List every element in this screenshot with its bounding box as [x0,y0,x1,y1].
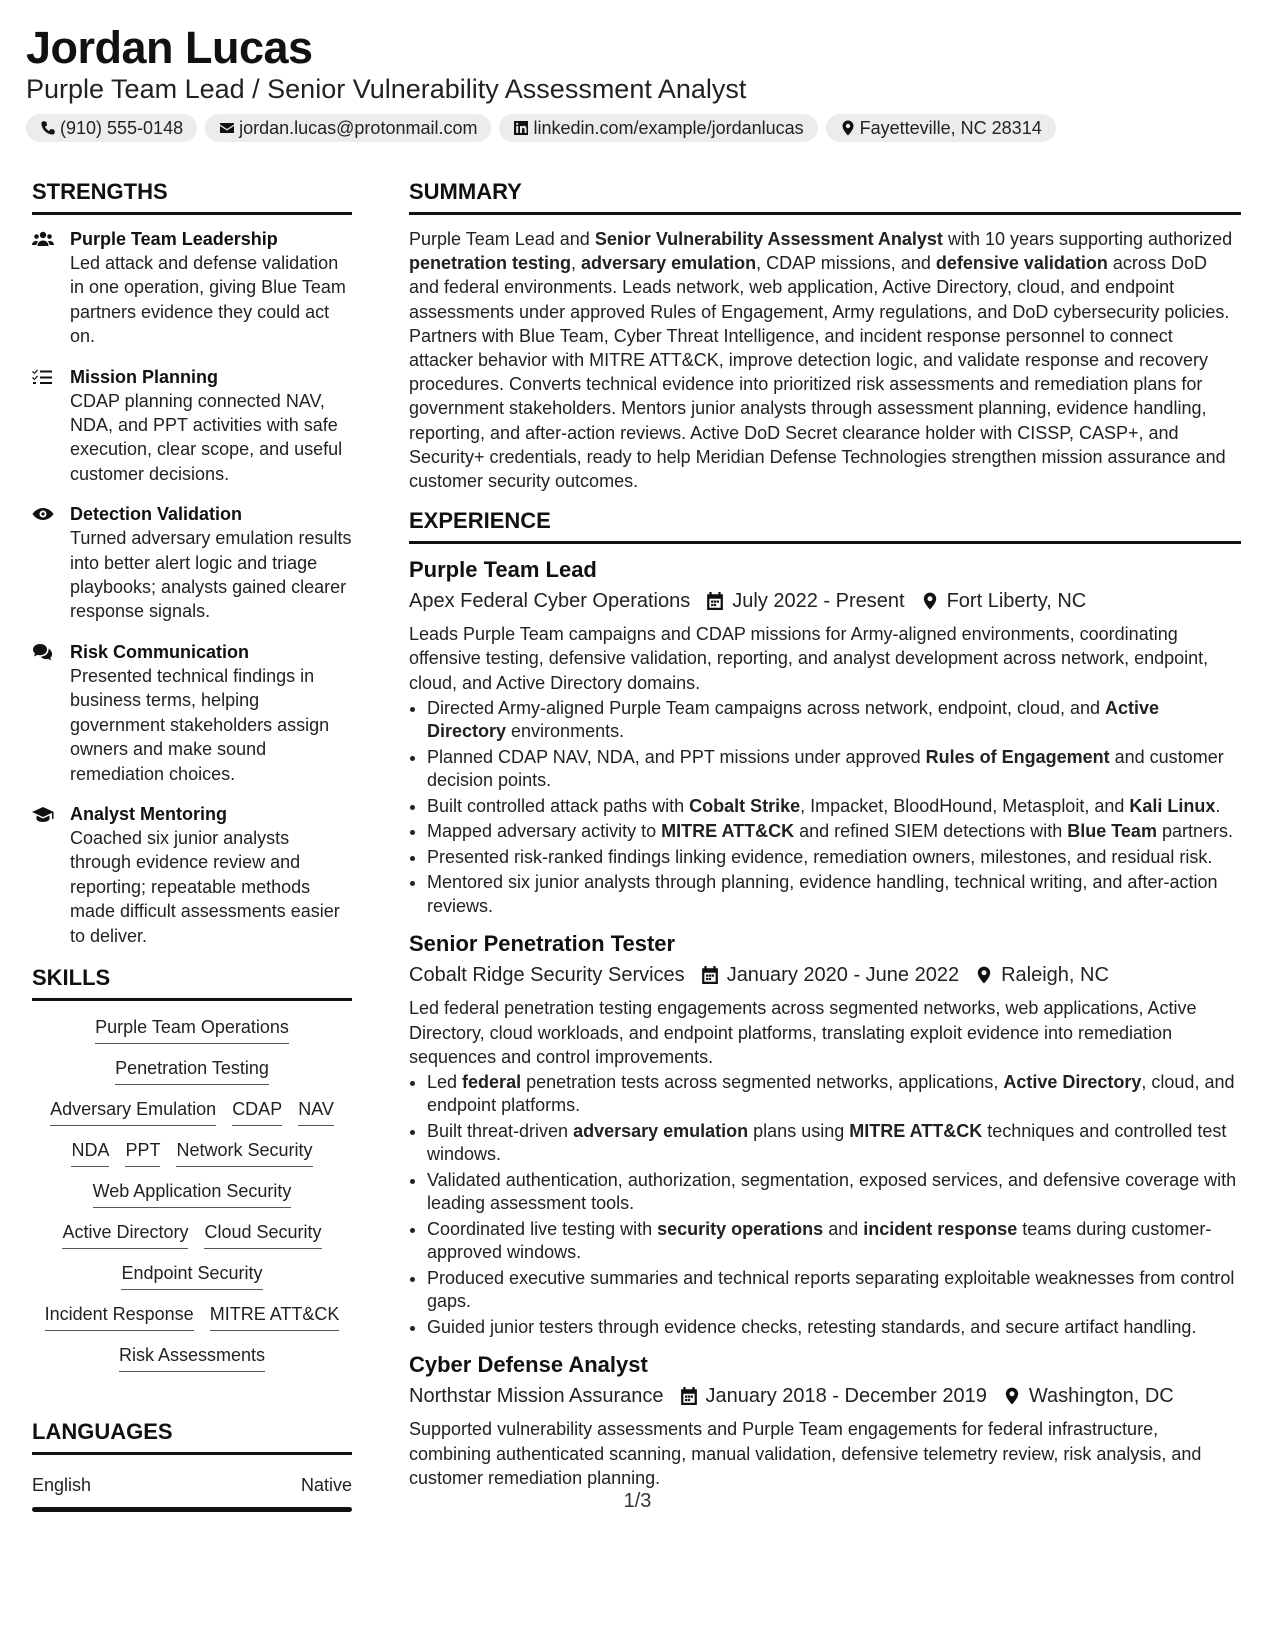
skills-heading: SKILLS [32,964,352,1001]
linkedin-icon [513,120,529,136]
skill-row [32,1015,352,1044]
job-location: Fort Liberty, NC [946,590,1087,613]
contact-phone-text: (910) 555-0148 [60,117,184,138]
job-bullet: • Led federal penetration tests across segmented networks, applications, Active Directory, cloud, and endpoint platforms. [427,1071,1241,1118]
job-location: Raleigh, NC [1001,964,1109,987]
skill-row [32,1220,352,1249]
job-bullets [409,1071,1241,1340]
strength-title: Detection Validation [70,504,243,525]
comments-icon [32,643,54,661]
job-description: Supported vulnerability assessments and Purple Team engagements for federal infrastructure, combining authenticated scanning, manual validation, defensive telemetry review, risk analysis, and customer remediation planning. [409,1419,1202,1488]
job-bullet: • Mentored six junior analysts through planning, evidence handling, technical writing, and after-action reviews. [427,871,1241,918]
contact-linkedin[interactable] [499,114,817,142]
strength-desc: Coached six junior analysts through evidence review and reporting; repeatable methods made difficult assessments easier to deliver. [70,827,340,946]
skill-row [32,1179,352,1208]
skill-tag: Endpoint Security [121,1261,262,1290]
experience-list [409,556,1241,1490]
skill-tag: Risk Assessments [119,1343,265,1372]
calendar-icon [701,966,719,984]
job-company: Apex Federal Cyber Operations [409,590,691,613]
skill-row [32,1056,352,1085]
job-bullet: • Built controlled attack paths with Cobalt Strike, Impacket, BloodHound, Metasploit, and Kali Linux. [427,795,1241,819]
job-title: Cyber Defense Analyst [409,1352,648,1378]
map-pin-icon [1003,1387,1021,1405]
map-pin-icon [840,120,856,136]
job-dates: January 2020 - June 2022 [726,964,960,987]
job-bullet: • Mapped adversary activity to MITRE ATT&CK and refined SIEM detections with Blue Team partners. [427,820,1241,844]
job-description: Led federal penetration testing engagements across segmented networks, web applications, Active Directory, cloud workloads, and endpoint platforms, translating exploit evidence into remediation sequences and control improvements. [409,998,1197,1067]
map-pin-icon [975,966,993,984]
skill-tag: NDA [71,1138,109,1167]
job-entry [409,1351,1241,1490]
contact-linkedin-text: linkedin.com/example/jordanlucas [533,117,804,138]
candidate-name: Jordan Lucas [26,22,313,73]
job-meta [409,962,1241,988]
strength-title: Analyst Mentoring [70,803,228,824]
strength-desc: Turned adversary emulation results into better alert logic and triage playbooks; analysts gained clearer response signals. [70,528,352,622]
skill-row [32,1138,352,1167]
job-bullet: • Presented risk-ranked findings linking evidence, remediation owners, milestones, and residual risk. [427,846,1241,870]
strength-title: Purple Team Leadership [70,229,278,249]
calendar-icon [680,1387,698,1405]
summary-heading: SUMMARY [409,178,1241,215]
envelope-icon [219,120,235,136]
job-dates: July 2022 - Present [732,590,905,613]
contact-phone[interactable] [26,114,197,142]
skill-tag: CDAP [232,1097,282,1126]
skills-list [32,1015,352,1372]
strength-item [32,227,352,349]
job-bullet: • Coordinated live testing with security operations and incident response teams during customer-approved windows. [427,1218,1241,1265]
job-bullets [409,697,1241,919]
contact-bar [26,114,1056,142]
skill-tag: PPT [125,1138,160,1167]
left-column [32,178,352,1512]
skill-tag: Cloud Security [204,1220,321,1249]
job-dates: January 2018 - December 2019 [705,1385,987,1408]
skill-tag: Network Security [176,1138,312,1167]
job-bullet: • Built threat-driven adversary emulation plans using MITRE ATT&CK techniques and controlled test windows. [427,1120,1241,1167]
strength-desc: Presented technical findings in business terms, helping government stakeholders assign owners and make sound remediation choices. [70,665,330,784]
job-bullet: • Guided junior testers through evidence checks, retesting standards, and secure artifact handling. [427,1316,1241,1340]
skill-tag: Incident Response [45,1302,194,1331]
language-name: English [32,1474,92,1495]
calendar-icon [706,592,724,610]
eye-icon [32,505,54,523]
contact-email[interactable] [205,114,491,142]
strength-item [32,802,352,948]
contact-location [826,114,1056,142]
contact-email-text: jordan.lucas@protonmail.com [239,117,478,138]
job-bullet: • Produced executive summaries and technical reports separating exploitable weaknesses from control gaps. [427,1267,1241,1314]
strength-desc: Led attack and defense validation in one operation, giving Blue Team partners evidence they could act on. [70,253,346,347]
map-pin-icon [921,592,939,610]
strength-desc: CDAP planning connected NAV, NDA, and PPT activities with safe execution, clear scope, and useful customer decisions. [70,390,343,484]
strength-item [32,502,352,624]
skill-tag: NAV [298,1097,334,1126]
language-level: Native [300,1474,352,1495]
strengths-heading: STRENGTHS [32,178,352,215]
job-meta [409,1383,1241,1409]
job-bullet: • Validated authentication, authorization, segmentation, exposed services, and defensive coverage with leading assessment tools. [427,1169,1241,1216]
experience-heading: EXPERIENCE [409,507,1241,544]
strength-item [32,365,352,487]
summary-text: Purple Team Lead and Senior Vulnerability Assessment Analyst with 10 years supporting authorized penetration testing, adversary emulation, CDAP missions, and defensive validation across DoD and federal environments. Leads network, web application, Active Directory, cloud, and endpoint assessments under approved Rules of Engagement, Army regulations, and DoD cybersecurity policies. Partners with Blue Team, Cyber Threat Intelligence, and incident response personnel to connect attacker behavior with MITRE ATT&CK, improve detection logic, and validate response and recovery procedures. Converts technical evidence into prioritized risk assessments and remediation plans for government stakeholders. Mentors junior analysts through assessment planning, evidence handling, reporting, and after-action reviews. Active DoD Secret clearance holder with CISSP, CASP+, and Security+ credentials, ready to help Meridian Defense Technologies strengthen mission assurance and customer security outcomes. [409,229,1233,492]
right-column [409,178,1241,1490]
list-check-icon [32,368,54,386]
contact-location-text: Fayetteville, NC 28314 [859,117,1042,138]
strength-title: Mission Planning [70,366,219,387]
strengths-list [32,227,352,948]
strength-item [32,640,352,786]
job-meta [409,588,1241,614]
skill-tag: Purple Team Operations [95,1015,289,1044]
page-number: 1/3 [623,1490,652,1512]
skill-tag: Penetration Testing [115,1056,269,1085]
skill-tag: Active Directory [62,1220,188,1249]
job-entry [409,930,1241,1339]
job-entry [409,556,1241,918]
skill-tag: Web Application Security [93,1179,292,1208]
job-bullet: • Directed Army-aligned Purple Team campaigns across network, endpoint, cloud, and Active Directory environments. [427,697,1241,744]
job-title: Purple Team Lead [409,557,597,583]
phone-icon [40,120,56,136]
skill-row [32,1343,352,1372]
job-location: Washington, DC [1028,1385,1174,1408]
job-company: Northstar Mission Assurance [409,1385,664,1408]
job-bullet: • Planned CDAP NAV, NDA, and PPT missions under approved Rules of Engagement and customer decision points. [427,746,1241,793]
languages-heading: LANGUAGES [32,1418,352,1455]
strength-title: Risk Communication [70,641,250,662]
skill-row [32,1302,352,1331]
users-icon [32,230,54,248]
skill-row [32,1261,352,1290]
job-title: Senior Penetration Tester [409,931,676,957]
candidate-title: Purple Team Lead / Senior Vulnerability Assessment Analyst [26,74,747,104]
job-company: Cobalt Ridge Security Services [409,964,685,987]
skill-tag: MITRE ATT&CK [210,1302,340,1331]
skill-tag: Adversary Emulation [50,1097,216,1126]
skill-row [32,1097,352,1126]
job-description: Leads Purple Team campaigns and CDAP missions for Army-aligned environments, coordinating offensive testing, defensive validation, reporting, and analyst development across network, endpoint, cloud, and Active Directory domains. [409,624,1209,693]
graduation-cap-icon [32,805,54,823]
